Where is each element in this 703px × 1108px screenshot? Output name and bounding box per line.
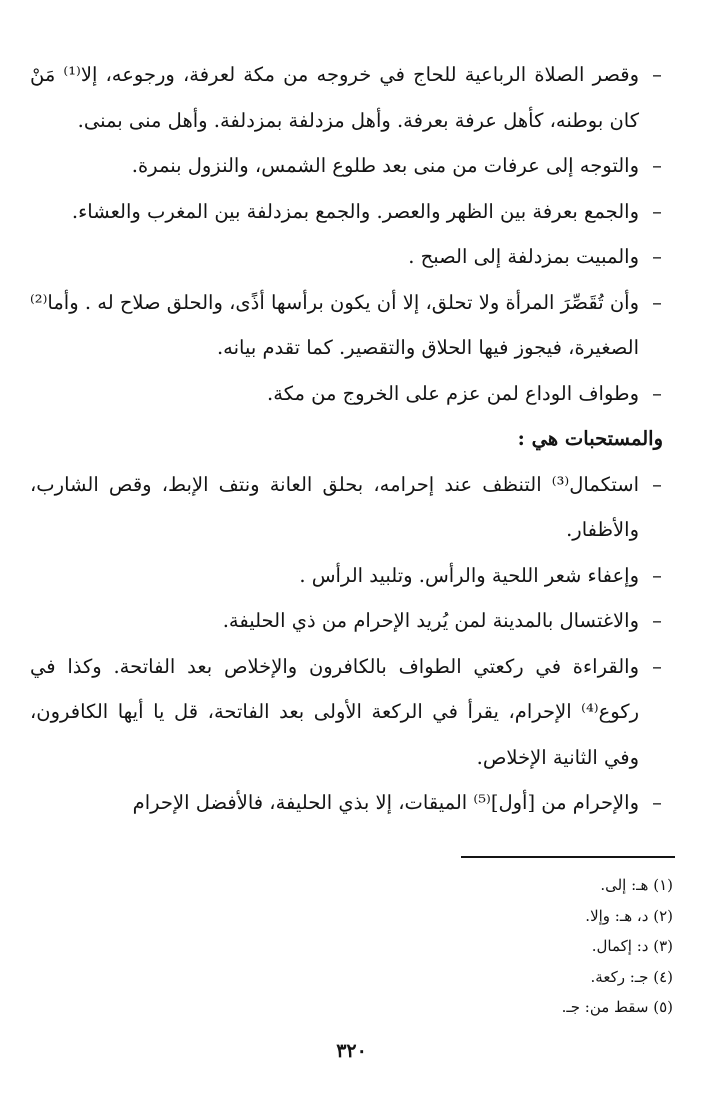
list-item — [30, 644, 675, 781]
bullet-dash: – — [652, 154, 662, 177]
bullet-dash: – — [652, 609, 662, 632]
list-item — [30, 780, 675, 826]
list-item-text: وطواف الوداع لمن عزم على الخروج من مكة. — [267, 381, 639, 405]
list-item — [30, 462, 675, 553]
bullet-dash: – — [652, 791, 662, 814]
list-item-text: والقراءة في ركعتي الطواف بالكافرون والإخلاص بعد الفاتحة. وكذا في ركوع⁽⁴⁾ الإحرام، يقرأ في الركعة الأولى بعد الفاتحة، قل يا أيها الكافرون، وفي الثانية الإخلاص. — [30, 654, 639, 769]
list-item — [30, 52, 675, 143]
bullet-dash: – — [652, 63, 662, 86]
list-item-text: والإحرام من [أول]⁽⁵⁾ الميقات، إلا بذي الحليفة، فالأفضل الإحرام — [132, 791, 639, 814]
footnote: (٤) جـ: ركعة. — [590, 967, 673, 986]
list-item — [30, 143, 675, 189]
bullet-dash: – — [652, 290, 662, 314]
footnotes — [253, 870, 673, 1023]
footnote: (٣) د: إكمال. — [591, 937, 673, 955]
footnote: (٥) سقط من: جـ. — [561, 998, 673, 1016]
list-item-text: استكمال⁽³⁾ التنظف عند إحرامه، بحلق العانة ونتف الإبط، وقص الشارب، والأظفار. — [30, 472, 639, 541]
bullet-dash: – — [652, 199, 662, 223]
list-item-text: والتوجه إلى عرفات من منى بعد طلوع الشمس، والنزول بنمرة. — [131, 154, 639, 177]
bullet-dash: – — [652, 245, 662, 268]
footnote-separator — [461, 856, 675, 858]
bullet-dash: – — [652, 654, 662, 678]
list-item-text: وأن تُقَصِّرَ المرأة ولا تحلق، إلا أن يكون برأسها أذًى، والحلق صلاح له . وأما⁽²⁾ الصغيرة، فيجوز فيها الحلاق والتقصير. كما تقدم بيانه. — [30, 290, 639, 359]
list-item-text: وقصر الصلاة الرباعية للحاج في خروجه من مكة لعرفة، ورجوعه، إلا⁽¹⁾ مَنْ كان بوطنه، كأهل عرفة بعرفة. وأهل مزدلفة بمزدلفة. وأهل منى بمنى. — [30, 63, 639, 132]
list-item-text: والمبيت بمزدلفة إلى الصبح . — [408, 245, 639, 268]
main-text — [30, 52, 675, 826]
list-item-text: وإعفاء شعر اللحية والرأس. وتلبيد الرأس . — [299, 563, 639, 587]
bullet-dash: – — [652, 472, 662, 496]
bullet-dash: – — [652, 381, 662, 405]
footnote: (٢) د، هـ: وإلا. — [585, 906, 673, 925]
footnote: (١) هـ: إلى. — [600, 876, 673, 894]
list-item — [30, 234, 675, 280]
bullet-dash: – — [652, 563, 662, 587]
page-number: ٣٢٠ — [336, 1040, 367, 1062]
list-item — [30, 598, 675, 644]
list-item-text: والجمع بعرفة بين الظهر والعصر. والجمع بمزدلفة بين المغرب والعشاء. — [71, 199, 639, 223]
section-heading: والمستحبات هي : — [517, 427, 663, 450]
list-item-text: والاغتسال بالمدينة لمن يُريد الإحرام من ذي الحليفة. — [222, 609, 639, 632]
list-item — [30, 280, 675, 371]
list-item — [30, 189, 675, 235]
list-item — [30, 553, 675, 599]
list-item — [30, 371, 675, 417]
